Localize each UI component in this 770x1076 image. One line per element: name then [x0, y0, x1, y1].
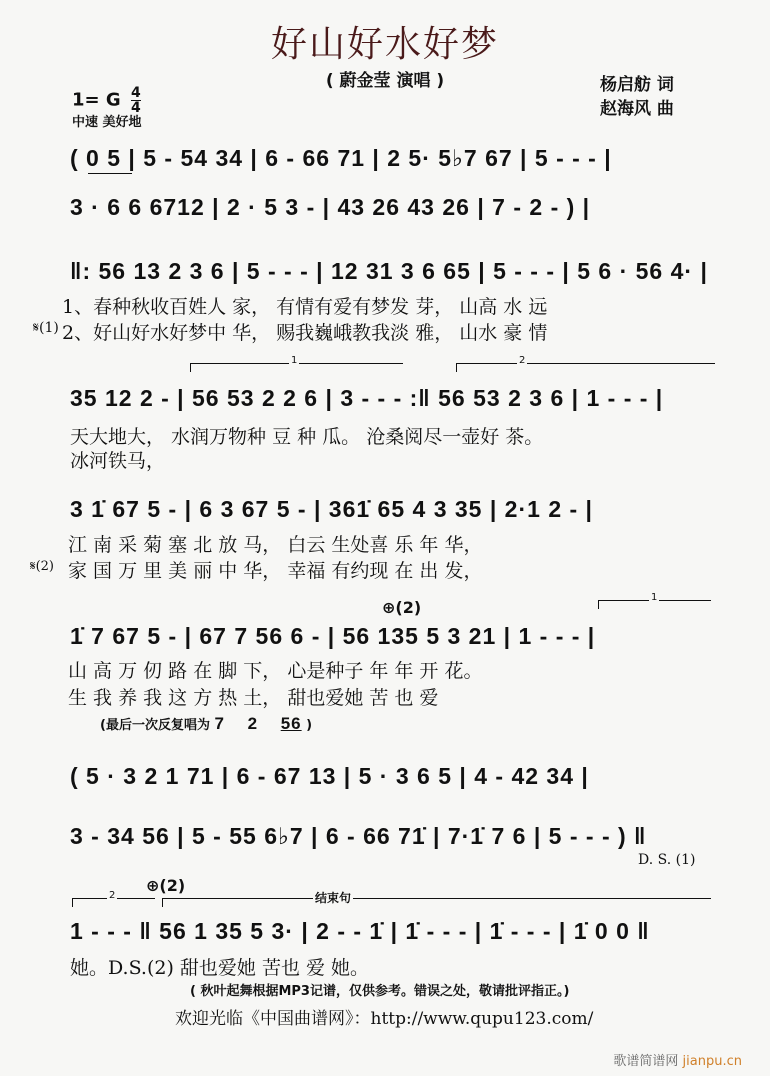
watermark: 歌谱简谱网 jianpu.cn: [613, 1054, 742, 1069]
volta-bracket-2: 2: [456, 363, 715, 372]
segno-marker: 𝄋(1): [33, 320, 59, 336]
underline: [88, 173, 132, 174]
lyric-line-chorus-1-1: 江 南 采 菊 塞 北 放 马， 白云 生处喜 乐 年 华，: [68, 534, 483, 556]
lyric-line-verse-1-2: 2、好山好水好梦中 华， 赐我巍峨教我淡 雅， 山水 豪 情: [62, 322, 548, 344]
time-sig-bottom: 4: [130, 100, 141, 116]
lyric-line-chorus-1-2: 家 国 万 里 美 丽 中 华， 幸福 有约现 在 出 发，: [68, 560, 483, 582]
song-title: 好山好水好梦: [270, 24, 499, 65]
ending-bracket: 结束句: [162, 898, 711, 907]
lyric-line-chorus-2-2: 生 我 养 我 这 方 热 土， 甜也爱她 苦 也 爱: [68, 687, 439, 709]
composer-credit: 赵海风 曲: [600, 99, 674, 119]
volta-bracket-1b: 1: [598, 600, 711, 609]
time-sig-top: 4: [130, 85, 141, 101]
segno-marker-2: 𝄋(2): [30, 559, 55, 574]
score-row-ending: 1 - - - ‖ 56 1 35 5 3· | 2 - - 1̇ | 1̇ - - - | 1̇ - - - | 1̇ 0 0 ‖: [70, 918, 650, 944]
score-row-chorus-2: 1̇ 7 67 5 - | 67 7 56 6 - | 56 135 5 3 21 | 1 - - - |: [70, 623, 596, 649]
ds-marker-1: D. S. (1): [638, 852, 696, 868]
lyric-line-verse-2-1: 天大地大， 水润万物种 豆 种 瓜。 沧桑阅尽一壶好 茶。: [70, 426, 544, 448]
score-row-chorus-1: 3 1̇ 67 5 - | 6 3 67 5 - | 361̇ 65 4 3 35 | 2·1 2 - |: [70, 496, 593, 522]
score-row-intro-1: ( 0 5 | 5 - 54 34 | 6 - 66 71 | 2 5· 5♭7 67 | 5 - - - |: [70, 145, 612, 171]
lyric-line-chorus-2-1: 山 高 万 仞 路 在 脚 下， 心是种子 年 年 开 花。: [68, 660, 483, 682]
watermark-brand: jianpu.cn: [682, 1054, 742, 1069]
lyric-line-verse-2-2: 冰河铁马，: [70, 450, 166, 472]
tempo-marking: 中速 美好地: [72, 115, 142, 130]
singer-credit: ( 蔚金莹 演唱 ): [325, 71, 445, 91]
volta-bracket-1: 1: [190, 363, 403, 372]
lyricist-credit: 杨启舫 词: [600, 75, 674, 95]
website-welcome: 欢迎光临《中国曲谱网》：http://www.qupu123.com/: [175, 1009, 594, 1029]
repeat-note: (最后一次反复唱为 7 2 56 ): [100, 714, 313, 733]
key-label: 1= G: [72, 89, 121, 111]
coda-icon: ⊕: [382, 598, 396, 617]
coda-marker: ⊕(2): [382, 598, 422, 617]
volta-bracket-2b: 2: [72, 898, 155, 907]
score-row-intro-2: 3 · 6 6 6712 | 2 · 5 3 - | 43 26 43 26 | 7 - 2 - ) |: [70, 194, 591, 220]
score-row-interlude-1: ( 5 · 3 2 1 71 | 6 - 67 13 | 5 · 3 6 5 | 4 - 42 34 |: [70, 763, 589, 789]
score-row-verse-2: 35 12 2 - | 56 53 2 2 6 | 3 - - - :‖ 56 53 2 3 6 | 1 - - - |: [70, 385, 664, 411]
coda-icon: ⊕: [146, 876, 160, 895]
transcription-note: ( 秋叶起舞根据MP3记谱，仅供参考。错误之处，敬请批评指正。): [190, 984, 570, 999]
lyric-line-verse-1-1: 1、春种秋收百姓人 家， 有情有爱有梦发 芽， 山高 水 远: [62, 296, 548, 318]
score-row-interlude-2: 3 - 34 56 | 5 - 55 6♭7 | 6 - 66 71̇ | 7·1̇ 7 6 | 5 - - - ) ‖: [70, 823, 647, 849]
coda-marker-2: ⊕(2): [146, 876, 186, 895]
lyric-line-ending: 她。D.S.(2) 甜也爱她 苦也 爱 她。: [70, 957, 370, 979]
score-row-verse-1: ‖: 56 13 2 3 6 | 5 - - - | 12 31 3 6 65 | 5 - - - | 5 6 · 56 4· |: [70, 258, 708, 284]
